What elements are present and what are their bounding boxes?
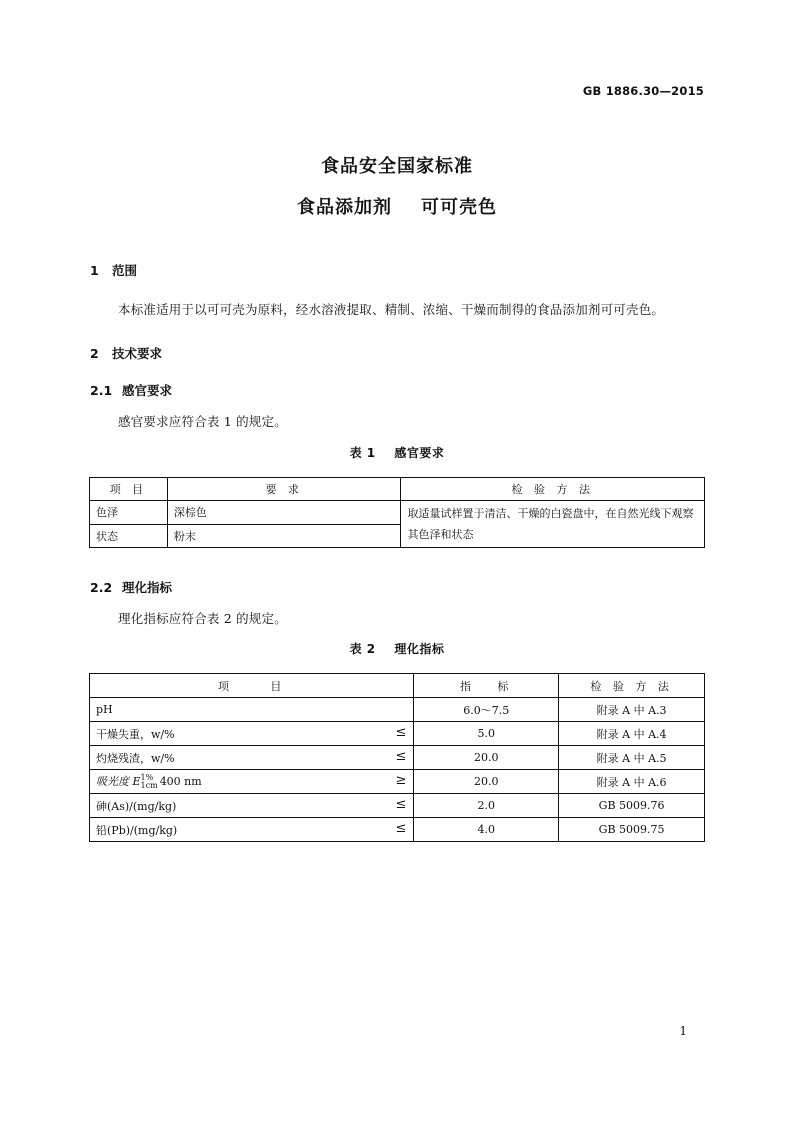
value-cell: 5.0 bbox=[414, 722, 559, 746]
column-header: 指 标 bbox=[414, 674, 559, 698]
section-title: 理化指标 bbox=[122, 580, 173, 595]
method-cell: 附录 A 中 A.6 bbox=[559, 770, 705, 794]
table-1-caption: 表 1 感官要求 bbox=[349, 446, 445, 460]
section-number: 2.2 bbox=[90, 580, 113, 595]
item-cell bbox=[90, 770, 414, 794]
method-cell: 取适量试样置于清洁、干燥的白瓷盘中，在自然光线下观察其色泽和状态 bbox=[401, 501, 705, 548]
column-header: 检 验 方 法 bbox=[559, 674, 705, 698]
table-row bbox=[90, 746, 705, 770]
absorbance-suffix: 400 nm bbox=[159, 775, 202, 788]
absorbance-prefix: 吸光度 E bbox=[96, 775, 141, 788]
column-header: 项 目 bbox=[90, 478, 168, 501]
value-cell: 20.0 bbox=[414, 770, 559, 794]
section-title: 感官要求 bbox=[122, 383, 173, 398]
value-cell: 4.0 bbox=[414, 818, 559, 842]
table-header-row bbox=[90, 674, 705, 698]
comparison-operator: ≤ bbox=[395, 821, 407, 836]
column-header: 项 目 bbox=[90, 674, 414, 698]
section-2-heading bbox=[90, 344, 162, 362]
item-cell bbox=[90, 698, 414, 722]
item-cell bbox=[90, 746, 414, 770]
comparison-operator: ≥ bbox=[395, 773, 407, 788]
table-row bbox=[90, 794, 705, 818]
document-title: 食品安全国家标准 bbox=[321, 156, 473, 177]
method-cell: GB 5009.75 bbox=[559, 818, 705, 842]
table-row bbox=[90, 770, 705, 794]
item-label: 灼烧残渣，w/% bbox=[96, 751, 175, 765]
section-number: 2.1 bbox=[90, 383, 113, 398]
section-1-heading bbox=[90, 261, 137, 279]
item-label: 砷(As)/(mg/kg) bbox=[96, 799, 177, 813]
page-number: 1 bbox=[679, 1024, 687, 1038]
document-subtitle: 食品添加剂 可可壳色 bbox=[296, 197, 498, 218]
absorbance-indices bbox=[141, 774, 158, 790]
column-header: 检 验 方 法 bbox=[401, 478, 705, 501]
table-2-caption: 表 2 理化指标 bbox=[349, 642, 445, 656]
requirement-cell: 粉末 bbox=[167, 524, 401, 548]
section-number: 2 bbox=[90, 346, 99, 361]
section-number: 1 bbox=[90, 263, 99, 278]
item-label: pH bbox=[96, 703, 113, 716]
standard-code: GB 1886.30—2015 bbox=[582, 84, 704, 98]
comparison-operator: ≤ bbox=[395, 725, 407, 740]
requirement-cell: 深棕色 bbox=[167, 501, 401, 525]
item-cell: 色泽 bbox=[90, 501, 168, 525]
table-header-row bbox=[90, 478, 705, 501]
section-2-1-heading bbox=[90, 381, 172, 399]
item-cell bbox=[90, 818, 414, 842]
table-row bbox=[90, 722, 705, 746]
method-cell: GB 5009.76 bbox=[559, 794, 705, 818]
item-cell bbox=[90, 794, 414, 818]
method-cell: 附录 A 中 A.5 bbox=[559, 746, 705, 770]
absorbance-sub: 1cm bbox=[140, 781, 158, 790]
item-cell: 状态 bbox=[90, 524, 168, 548]
item-label: 铅(Pb)/(mg/kg) bbox=[96, 823, 178, 837]
section-2-2-text: 理化指标应符合表 2 的规定。 bbox=[118, 611, 287, 626]
column-header: 要 求 bbox=[167, 478, 401, 501]
section-title: 技术要求 bbox=[112, 346, 163, 361]
sensory-requirements-table bbox=[89, 477, 705, 548]
comparison-operator: ≤ bbox=[395, 749, 407, 764]
method-cell: 附录 A 中 A.3 bbox=[559, 698, 705, 722]
value-cell: 20.0 bbox=[414, 746, 559, 770]
table-row bbox=[90, 818, 705, 842]
section-1-text: 本标准适用于以可可壳为原料，经水溶液提取、精制、浓缩、干燥而制得的食品添加剂可可壳色。 bbox=[118, 302, 665, 317]
table-row bbox=[90, 501, 705, 525]
section-2-2-heading bbox=[90, 578, 172, 596]
table-row bbox=[90, 698, 705, 722]
method-cell: 附录 A 中 A.4 bbox=[559, 722, 705, 746]
section-title: 范围 bbox=[112, 263, 138, 278]
item-cell bbox=[90, 722, 414, 746]
physicochemical-indicators-table bbox=[89, 673, 705, 842]
item-label: 干燥失重，w/% bbox=[96, 727, 175, 741]
value-cell: 6.0～7.5 bbox=[414, 698, 559, 722]
value-cell: 2.0 bbox=[414, 794, 559, 818]
section-2-1-text: 感官要求应符合表 1 的规定。 bbox=[118, 414, 287, 429]
absorbance-sup: 1% bbox=[140, 773, 154, 782]
item-label bbox=[96, 775, 202, 788]
comparison-operator: ≤ bbox=[395, 797, 407, 812]
